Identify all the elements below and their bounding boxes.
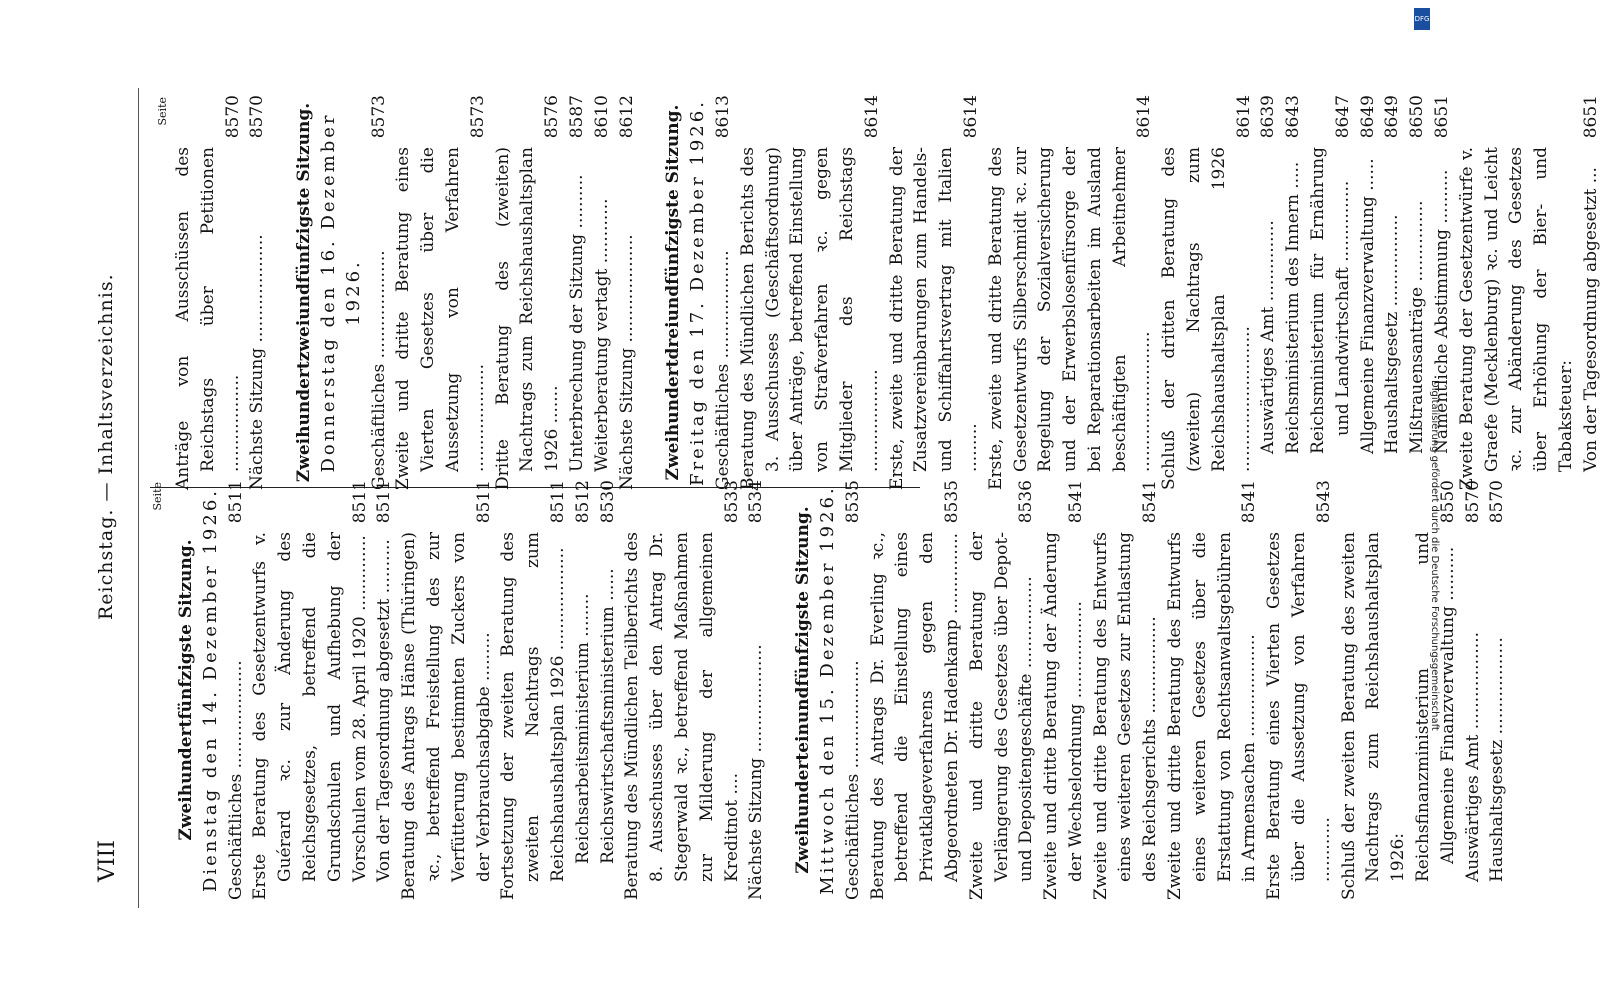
toc-entry-text: Beratung des Antrags Dr. Everling ꝛc., betreffend die Einstellung eines Privatklageverfahrens gegen den Abgeordneten Dr. Hadenkamp ............... [867, 532, 962, 900]
toc-entry-text: Von der Tagesordnung abgesetzt ... [1580, 167, 1601, 472]
toc-entry [248, 480, 372, 900]
toc-entry [1039, 480, 1089, 900]
seite-label: Seite [156, 97, 169, 126]
toc-entry-page: 8570 [222, 95, 243, 139]
toc-entry [620, 480, 744, 900]
toc-entry [1262, 480, 1336, 900]
toc-entry [1461, 480, 1486, 900]
toc-entry-text: Fortsetzung der zweiten Beratung des zweiten Nachtrags zum Reichshaushaltsplan 1926 ................... [498, 532, 568, 900]
toc-entry-page: 8541 [1239, 480, 1260, 524]
toc-entry-text: Nächste Sitzung .................... [247, 234, 268, 490]
toc-entry [1356, 95, 1381, 490]
toc-entry-page: 8651 [1432, 95, 1453, 139]
header-rule [138, 88, 139, 908]
toc-entry [391, 95, 490, 490]
toc-entry-page: 8613 [712, 95, 733, 139]
digitization-note-text: Digitalisierung gefördert durch die Deutsche Forschungsgemeinschaft [1429, 380, 1440, 731]
toc-entry-text: Auswärtiges Amt .................. [1462, 631, 1483, 882]
toc-entry [1256, 95, 1281, 490]
toc-entry [1380, 95, 1405, 490]
toc-entry-text: Erste, zweite und dritte Beratung der Zusatzvereinbarungen zum Handels- und Schiffahrtsvertrag mit Italien ......... [886, 147, 981, 490]
toc-entry-page: 8614 [1134, 95, 1155, 139]
toc-entry-text: Geschäftliches .................... [225, 660, 246, 900]
toc-entry-text: Von der Tagesordnung abgesetzt .......... [374, 539, 395, 882]
toc-entry-text: Beratung des Antrags Hänse (Thüringen) ꝛc., betreffend Freistellung des zur Verfütterung bestimmten Zuckers von der Verbrauchsabgabe ......... [399, 532, 494, 900]
session-date: Freitag den 17. Dezember 1926. [687, 99, 709, 486]
toc-entry-page: 8511 [547, 480, 568, 524]
toc-entry-text: Schluß der dritten Beratung des (zweiten) Nachtrags zum Reichshaushaltsplan 1926 ........................... [1159, 147, 1254, 490]
toc-entry-text: Zweite und dritte Beratung des Entwurfs eines weiteren Gesetzes über die Erstattung von Rechtsanwaltsgebühren in Armensachen ................... [1165, 532, 1260, 900]
toc-entry [1281, 95, 1306, 490]
section-gap [270, 95, 284, 490]
section-gap [769, 480, 783, 900]
toc-entry-page: 8511 [225, 480, 246, 524]
toc-entry-text: Reichsfinanzministerium und Allgemeine Finanzverwaltung .......... [1413, 532, 1458, 882]
toc-column-left [150, 480, 1510, 900]
toc-entry-text: Haushaltsgesetz ................. [1382, 214, 1403, 454]
toc-entry-page: 8650 [1407, 95, 1428, 139]
toc-entry-text: Geschäftliches .................... [368, 250, 389, 490]
toc-entry-text: Zweite und dritte Beratung der Verlängerung des Gesetzes über Depot- und Depositengeschäfte ................. [966, 532, 1037, 900]
toc-entry-page: 8587 [566, 95, 587, 139]
page-number: VIII [95, 840, 120, 882]
toc-entry-page: 8614 [960, 95, 981, 139]
toc-entry-text: Mißtrauensanträge ............... [1407, 200, 1428, 454]
toc-entry-text: Reichsministerium für Ernährung und Landwirtschaft ............... [1308, 147, 1353, 454]
session-date: Dienstag den 14. Dezember 1926. [199, 487, 221, 893]
toc-entry [491, 95, 565, 490]
toc-entry-text: Reichswirtschaftsministerium ...... [597, 568, 618, 864]
toc-entry-page: 8530 [597, 480, 618, 524]
toc-entry [1579, 95, 1604, 490]
toc-entry-page: 8651 [1580, 95, 1601, 139]
toc-entry-text: Beratung des Mündlichen Berichts des 3. Ausschusses (Geschäftsordnung) über Anträge, betreffend Einstellung von Strafverfahren ꝛc. gegen Mitglieder des Reichstags ................... [737, 147, 882, 490]
toc-entry-page: 8570 [1487, 480, 1508, 524]
toc-entry [565, 95, 590, 490]
toc-body [171, 95, 1604, 490]
toc-entry [571, 480, 596, 900]
toc-column-right [155, 95, 1604, 490]
toc-entry-page: 8573 [467, 95, 488, 139]
toc-entry-text: Erste Beratung eines Vierten Gesetzes über die Aussetzung von Verfahren ............ [1264, 532, 1334, 900]
toc-entry [1157, 95, 1256, 490]
toc-entry [965, 480, 1039, 900]
toc-entry [984, 95, 1158, 490]
toc-entry-page: 8543 [1313, 480, 1334, 524]
toc-entry [596, 480, 621, 900]
toc-entry [245, 95, 270, 490]
toc-entry-text: Nächste Sitzung .................... [746, 644, 767, 900]
toc-entry-text: Geschäftliches .................... [842, 660, 863, 900]
toc-entry [1337, 480, 1411, 900]
toc-entry-text: Reichsministerium des Innern ..... [1283, 161, 1304, 454]
toc-entry-text: Unterbrechung der Sitzung .......... [566, 174, 587, 472]
toc-entry-page: 8612 [616, 95, 637, 139]
toc-entry-page: 8512 [572, 480, 593, 524]
toc-entry-page: 8570 [247, 95, 268, 139]
toc-entry [367, 95, 392, 490]
toc-body [174, 480, 1510, 900]
toc-entry-page: 8610 [591, 95, 612, 139]
toc-entry [171, 95, 245, 490]
toc-entry-page: 8535 [941, 480, 962, 524]
toc-entry-page: 8533 [721, 480, 742, 524]
toc-entry [1089, 480, 1163, 900]
toc-entry-text: Reichsarbeitsministerium ........ [572, 593, 593, 864]
session-title: Zweihundertzweiundfünfzigste Sitzung. [294, 102, 315, 483]
toc-entry-text: Erste Beratung des Gesetzentwurfs v. Guérard ꝛc. zur Änderung des Reichsgesetzes, betreffend die Grundschulen und Aufhebung der Vorschulen vom 28. April 1920 .............. [250, 532, 370, 900]
toc-entry-text: Dritte Beratung des (zweiten) Nachtrags zum Reichshaushaltsplan 1926 ....... [492, 147, 563, 490]
toc-entry [397, 480, 496, 900]
toc-entry-text: Haushaltsgesetz .................. [1487, 637, 1508, 882]
toc-entry-page: 8649 [1357, 95, 1378, 139]
toc-entry [1306, 95, 1356, 490]
toc-entry-text: Erste, zweite und dritte Beratung des Gesetzentwurfs Silberschmidt ꝛc. zur Regelung der Sozialversicherung und der Erwerbslosenfürsorge der bei Reparationsarbeiten im Ausland beschäftigten Arbeitnehmer .......................... [985, 147, 1155, 490]
toc-entry [1405, 95, 1430, 490]
toc-entry [736, 95, 885, 490]
toc-entry [1485, 480, 1510, 900]
toc-entry-text: Beratung des Mündlichen Teilberichts des 8. Ausschusses über den Antrag Dr. Stegerwald ꝛc., betreffend Maßnahmen zur Milderung der allgemeinen Kreditnot .... [622, 532, 742, 900]
session-title: Zweihundertfünfzigste Sitzung. [176, 539, 196, 841]
toc-entry-page: 8614 [1233, 95, 1254, 139]
toc-entry-page: 8639 [1258, 95, 1279, 139]
toc-entry-text: Namentliche Abstimmung .......... [1432, 169, 1453, 454]
toc-entry-page: 8536 [1016, 480, 1037, 524]
toc-entry-text: Allgemeine Finanzverwaltung ...... [1357, 158, 1378, 454]
toc-entry-page: 8541 [1065, 480, 1086, 524]
toc-entry-text: Zweite Beratung der Gesetzentwürfe v. Graefe (Mecklenburg) ꝛc. und Leicht ꝛc. zur Abänderung des Gesetzes über Erhöhung der Bier- und Tabaksteuer: [1456, 147, 1577, 490]
toc-entry [590, 95, 615, 490]
toc-entry [1163, 480, 1262, 900]
toc-entry-page: 8541 [1140, 480, 1161, 524]
toc-entry-text: Zweite und dritte Beratung der Änderung der Wechselordnung .................. [1041, 532, 1086, 900]
toc-entry-page: 8614 [861, 95, 882, 139]
session-title: Zweihunderteinundfünfzigste Sitzung. [793, 506, 814, 874]
toc-entry-page: 8649 [1382, 95, 1403, 139]
toc-entry-text: Anträge von Ausschüssen des Reichstags über Petitionen .................. [173, 147, 243, 490]
toc-entry [615, 95, 640, 490]
toc-entry-page: 8511 [349, 480, 370, 524]
toc-entry-page: 8570 [1462, 480, 1483, 524]
section-gap [639, 95, 653, 490]
toc-entry [866, 480, 965, 900]
toc-entry [1455, 95, 1579, 490]
toc-entry [711, 95, 736, 490]
toc-entry-text: Auswärtiges Amt ............... [1258, 220, 1279, 454]
toc-entry [885, 95, 984, 490]
toc-entry-page: 8511 [374, 480, 395, 524]
dfg-logo: DFG [1414, 8, 1430, 30]
session-title: Zweihundertdreiundfünfzigste Sitzung. [663, 104, 684, 481]
toc-entry-page: 8643 [1283, 95, 1304, 139]
toc-entry-text: Geschäftliches .................... [712, 250, 733, 490]
session-date: Donnerstag den 16. Dezember 1926. [317, 112, 364, 473]
toc-entry-text: Nächste Sitzung .................... [616, 234, 637, 490]
toc-entry-page: 8576 [542, 95, 563, 139]
toc-entry-page: 8573 [368, 95, 389, 139]
toc-entry-page: 8534 [746, 480, 767, 524]
toc-entry-page: 8647 [1332, 95, 1353, 139]
toc-entry-page: 8511 [473, 480, 494, 524]
toc-entry-text: Weiterberatung vertagt ............ [591, 198, 612, 472]
toc-entry-text: Zweite und dritte Beratung eines Vierten Gesetzes über die Aussetzung von Verfahren .................... [393, 147, 488, 490]
running-header: Reichstag. — Inhaltsverzeichnis. [95, 273, 117, 620]
toc-entry [224, 480, 249, 900]
seite-label: Seite [151, 482, 164, 511]
toc-entry-text: Zweite und dritte Beratung des Entwurfs eines weiteren Gesetzes zur Entlastung des Reichsgerichts .................. [1090, 532, 1161, 900]
toc-entry [744, 480, 769, 900]
toc-entry [496, 480, 570, 900]
session-date: Mittwoch den 15. Dezember 1926. [816, 485, 838, 895]
toc-entry-page: 8535 [842, 480, 863, 524]
toc-entry [372, 480, 397, 900]
toc-entry-page: 8550 [1437, 480, 1458, 524]
toc-entry [841, 480, 866, 900]
toc-entry-text: Schluß der zweiten Beratung des zweiten Nachtrags zum Reichshaushaltsplan 1926: [1338, 532, 1409, 900]
